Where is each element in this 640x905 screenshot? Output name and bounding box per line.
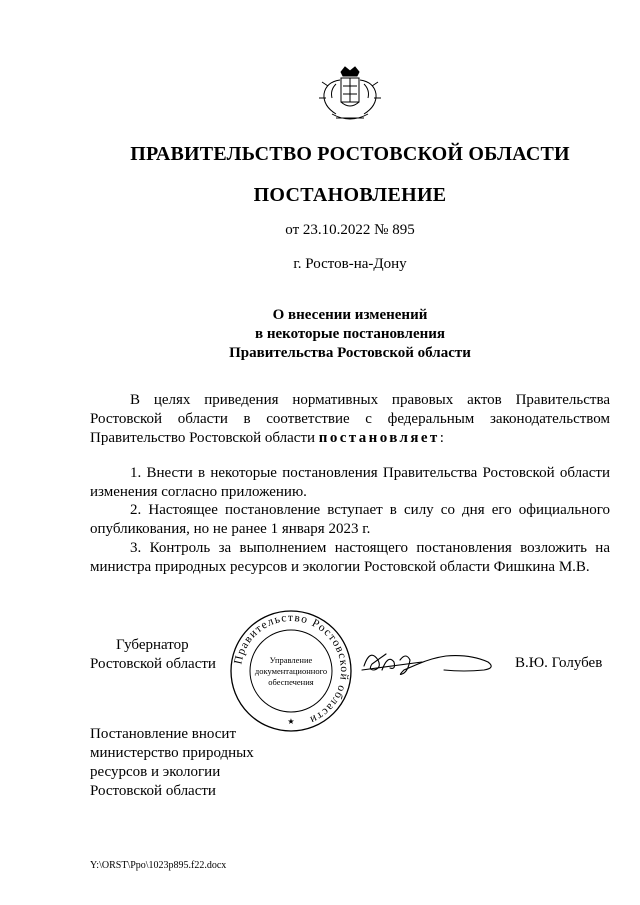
star-icon: ★ xyxy=(287,717,295,726)
decree-item: 1. Внести в некоторые постановления Правительства Ростовской области изменения согласно приложению. xyxy=(90,465,610,500)
decree-subject xyxy=(90,306,610,363)
stamp-inner-line: документационного xyxy=(254,666,328,676)
stamp-inner-line: обеспечения xyxy=(268,677,314,687)
subject-line: Правительства Ростовской области xyxy=(229,345,471,361)
preamble-end: : xyxy=(439,430,444,446)
contributor-line: Постановление вносит xyxy=(90,726,237,742)
subject-line: в некоторые постановления xyxy=(254,326,446,342)
government-title: ПРАВИТЕЛЬСТВО РОСТОВСКОЙ ОБЛАСТИ xyxy=(130,143,570,165)
signer-name: В.Ю. Голубев xyxy=(515,655,603,671)
decree-city: г. Ростов-на-Дону xyxy=(293,256,407,272)
official-stamp xyxy=(228,608,354,734)
document-type: ПОСТАНОВЛЕНИЕ xyxy=(253,184,447,206)
contributor-line: Ростовской области xyxy=(90,783,216,799)
handwritten-signature xyxy=(360,640,500,682)
decree-date-number: от 23.10.2022 № 895 xyxy=(285,222,415,238)
contributor-line: министерство природных xyxy=(90,745,254,761)
decree-item: 2. Настоящее постановление вступает в силу со дня его официального опубликования, но не ранее 1 января 2023 г. xyxy=(90,502,610,537)
stamp-inner-line: Управление xyxy=(269,655,313,665)
file-path: Y:\ORST\Ppo\1023p895.f22.docx xyxy=(90,860,227,871)
subject-line: О внесении изменений xyxy=(272,307,428,323)
contributor-line: ресурсов и экологии xyxy=(90,764,221,780)
position-line: Ростовской области xyxy=(90,656,216,672)
signatory-position xyxy=(90,636,216,674)
coat-of-arms-icon xyxy=(314,64,386,126)
position-line: Губернатор xyxy=(116,637,189,653)
decree-item: 3. Контроль за выполнением настоящего постановления возложить на министра природных ресурсов и экологии Ростовской области Фишкина М.В. xyxy=(90,540,610,575)
stamp-outer-text: Правительство Ростовской области xyxy=(232,611,351,727)
decree-word: постановляет xyxy=(318,430,440,446)
preamble-paragraph xyxy=(90,391,610,448)
contributor-block xyxy=(90,725,254,801)
preamble-text: В целях приведения нормативных правовых актов Правительства Ростовской области в соответствие с федеральным законодательством Правительство Ростовской области xyxy=(90,392,610,446)
